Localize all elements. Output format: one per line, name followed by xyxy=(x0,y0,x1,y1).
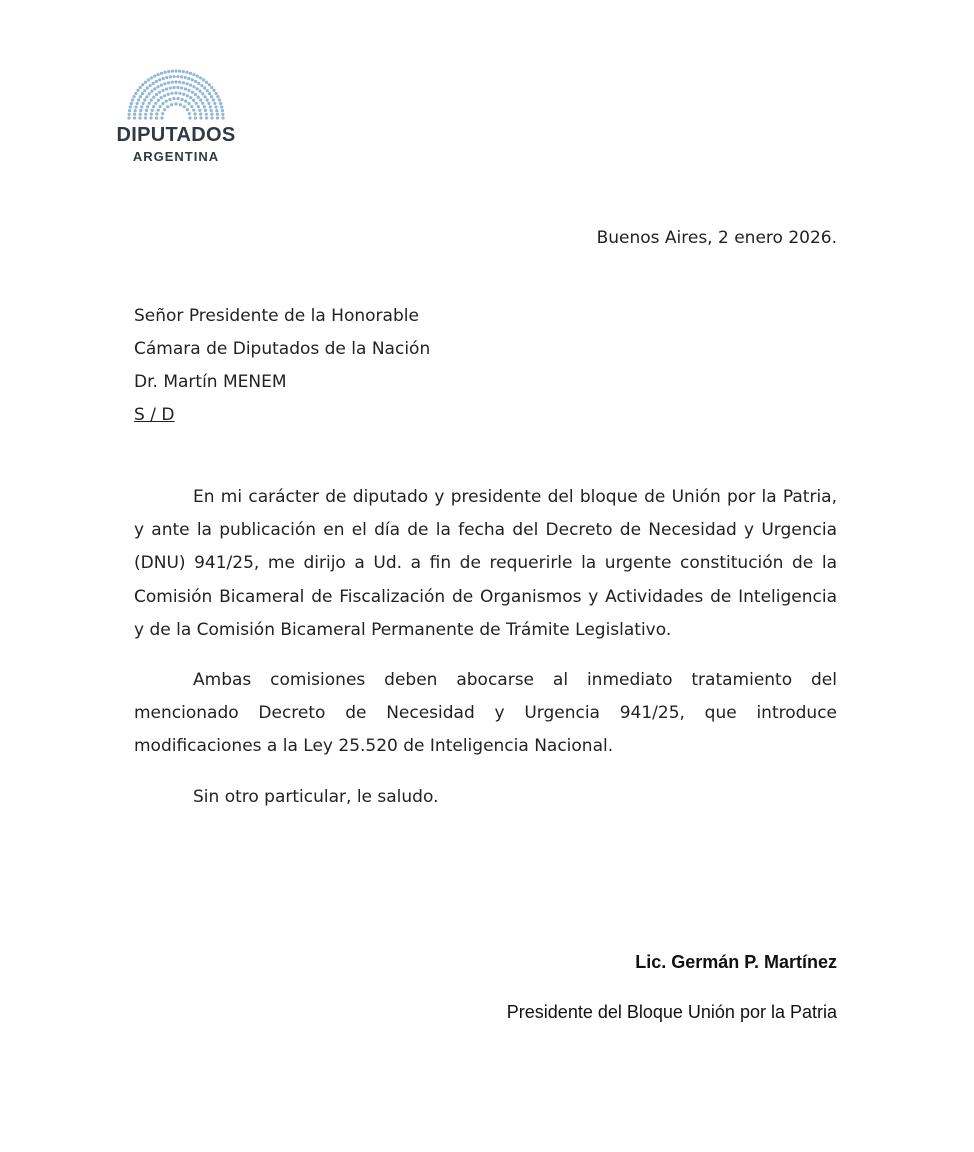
hemicycle-seat xyxy=(156,85,159,88)
hemicycle-seat xyxy=(174,102,177,105)
hemicycle-seat xyxy=(186,82,189,85)
hemicycle-seat xyxy=(206,98,209,101)
hemicycle-seat xyxy=(180,86,183,89)
hemicycle-seat xyxy=(130,102,133,105)
hemicycle-seat xyxy=(169,75,172,78)
hemicycle-seat xyxy=(210,113,213,116)
addressee-line-4: S / D xyxy=(134,405,175,425)
hemicycle-seat xyxy=(133,95,136,98)
hemicycle-seat xyxy=(201,92,204,95)
hemicycle-seat xyxy=(192,73,195,76)
signature-role: Presidente del Bloque Unión por la Patria xyxy=(506,1002,837,1022)
hemicycle-seat xyxy=(191,91,194,94)
hemicycle-seat xyxy=(194,93,197,96)
hemicycle-seat xyxy=(136,89,139,92)
hemicycle-seat xyxy=(160,116,163,119)
hemicycle-seat xyxy=(155,116,158,119)
hemicycle-seat xyxy=(144,81,147,84)
hemicycle-seat xyxy=(215,109,218,112)
hemicycle-icon xyxy=(126,68,226,120)
hemicycle-seat xyxy=(188,112,191,115)
letter-body xyxy=(134,481,837,831)
hemicycle-seat xyxy=(143,98,146,101)
hemicycle-seat xyxy=(157,108,160,111)
hemicycle-seat xyxy=(163,71,166,74)
signature-name: Lic. Germán P. Martínez xyxy=(635,952,837,972)
body-paragraph-2: Ambas comisiones deben abocarse al inmediato tratamiento del mencionado Decreto de Necesidad y Urgencia 941/25, que introduce modificaciones a la Ley 25.520 de Inteligencia Nacional. xyxy=(134,670,837,757)
hemicycle-seat xyxy=(145,109,148,112)
document-date: Buenos Aires, 2 enero 2026. xyxy=(596,228,837,248)
hemicycle-seat xyxy=(163,108,166,111)
hemicycle-seat xyxy=(172,86,175,89)
hemicycle-seat xyxy=(199,116,202,119)
hemicycle-seat xyxy=(176,97,179,100)
hemicycle-seat xyxy=(210,109,213,112)
hemicycle-seat xyxy=(145,95,148,98)
hemicycle-seat xyxy=(146,86,149,89)
hemicycle-seat xyxy=(212,98,215,101)
hemicycle-seat xyxy=(199,76,202,79)
hemicycle-seat xyxy=(192,99,195,102)
hemicycle-seat xyxy=(203,86,206,89)
hemicycle-seat xyxy=(128,113,131,116)
hemicycle-seat xyxy=(210,116,213,119)
hemicycle-seat xyxy=(202,78,205,81)
hemicycle-seat xyxy=(206,89,209,92)
hemicycle-seat xyxy=(148,102,151,105)
hemicycle-seat xyxy=(192,85,195,88)
hemicycle-seat xyxy=(170,103,173,106)
hemicycle-seat xyxy=(161,89,164,92)
hemicycle-seat xyxy=(189,72,192,75)
hemicycle-seat xyxy=(171,70,174,73)
addressee-line-1: Señor Presidente de la Honorable xyxy=(134,306,419,326)
hemicycle-seat xyxy=(133,113,136,116)
hemicycle-seat xyxy=(159,105,162,108)
hemicycle-seat xyxy=(205,113,208,116)
hemicycle-seat xyxy=(156,73,159,76)
hemicycle-seat xyxy=(199,98,202,101)
hemicycle-seat xyxy=(155,80,158,83)
body-paragraph-1: En mi carácter de diputado y presidente del bloque de Unión por la Patria, y ante la publicación en el día de la fecha del Decreto de Necesidad y Urgencia (DNU) 941/25, me dirijo a Ud. a fin de requerirle la urgente constitución de la Comisión Bicameral de Fiscalización de Organismos y Actividades de Inteligencia y de la Comisión Bicameral Permanente de Trámite Legislativo. xyxy=(134,487,837,640)
hemicycle-seat xyxy=(187,77,190,80)
hemicycle-seat xyxy=(174,91,177,94)
addressee-line-3: Dr. Martín MENEM xyxy=(134,372,287,392)
hemicycle-seat xyxy=(178,70,181,73)
hemicycle-seat xyxy=(213,102,216,105)
hemicycle-seat xyxy=(154,102,157,105)
hemicycle-seat xyxy=(192,108,195,111)
hemicycle-seat xyxy=(127,116,130,119)
hemicycle-seat xyxy=(163,94,166,97)
hemicycle-seat xyxy=(139,113,142,116)
hemicycle-seat xyxy=(178,81,181,84)
hemicycle-seat xyxy=(176,86,179,89)
hemicycle-seat xyxy=(207,102,210,105)
hemicycle-seat xyxy=(176,75,179,78)
diputados-logo xyxy=(112,68,242,168)
hemicycle-seat xyxy=(210,95,213,98)
hemicycle-seat xyxy=(144,113,147,116)
hemicycle-seat xyxy=(216,116,219,119)
hemicycle-seat xyxy=(141,92,144,95)
hemicycle-seat xyxy=(147,78,150,81)
hemicycle-seat xyxy=(221,113,224,116)
hemicycle-seat xyxy=(157,99,160,102)
hemicycle-seat xyxy=(160,84,163,87)
hemicycle-seat xyxy=(165,76,168,79)
hemicycle-seat xyxy=(195,102,198,105)
hemicycle-seat xyxy=(208,83,211,86)
logo-subtitle: ARGENTINA xyxy=(132,149,220,164)
hemicycle-seat xyxy=(169,86,172,89)
hemicycle-seat xyxy=(153,87,156,90)
hemicycle-seat xyxy=(180,75,183,78)
hemicycle-seat xyxy=(216,95,219,98)
hemicycle-seat xyxy=(186,94,189,97)
hemicycle-seat xyxy=(150,76,153,79)
hemicycle-seat xyxy=(161,112,164,115)
hemicycle-seat xyxy=(194,116,197,119)
hemicycle-seat xyxy=(153,75,156,78)
hemicycle-seat xyxy=(142,102,145,105)
hemicycle-seat xyxy=(148,92,151,95)
hemicycle-seat xyxy=(174,80,177,83)
hemicycle-seat xyxy=(134,92,137,95)
hemicycle-seat xyxy=(196,87,199,90)
hemicycle-seat xyxy=(214,92,217,95)
hemicycle-seat xyxy=(197,96,200,99)
hemicycle-seat xyxy=(136,102,139,105)
hemicycle-seat xyxy=(178,92,181,95)
hemicycle-seat xyxy=(134,105,137,108)
hemicycle-seat xyxy=(162,77,165,80)
hemicycle-seat xyxy=(166,105,169,108)
addressee-line-2: Cámara de Diputados de la Nación xyxy=(134,339,431,359)
hemicycle-seat xyxy=(182,70,185,73)
hemicycle-seat xyxy=(152,96,155,99)
hemicycle-seat xyxy=(141,83,144,86)
hemicycle-seat xyxy=(129,105,132,108)
hemicycle-seat xyxy=(186,108,189,111)
closing-paragraph: Sin otro particular, le saludo. xyxy=(193,786,439,807)
hemicycle-seat xyxy=(214,105,217,108)
hemicycle-seat xyxy=(193,112,196,115)
hemicycle-seat xyxy=(221,116,224,119)
hemicycle-seat xyxy=(203,105,206,108)
logo-title: DIPUTADOS xyxy=(116,124,236,146)
hemicycle-seat xyxy=(204,109,207,112)
hemicycle-seat xyxy=(171,81,174,84)
hemicycle-seat xyxy=(128,109,131,112)
hemicycle-seat xyxy=(133,116,136,119)
hemicycle-seat xyxy=(160,72,163,75)
hemicycle-seat xyxy=(139,109,142,112)
hemicycle-seat xyxy=(150,90,153,93)
addressee-block xyxy=(134,300,430,432)
hemicycle-seat xyxy=(184,100,187,103)
hemicycle-seat xyxy=(218,98,221,101)
hemicycle-seat xyxy=(152,82,155,85)
hemicycle-seat xyxy=(187,102,190,105)
hemicycle-seat xyxy=(146,105,149,108)
hemicycle-seat xyxy=(198,109,201,112)
hemicycle-seat xyxy=(209,105,212,108)
hemicycle-seat xyxy=(167,93,170,96)
hemicycle-seat xyxy=(160,96,163,99)
hemicycle-seat xyxy=(165,100,168,103)
hemicycle-seat xyxy=(165,87,168,90)
hemicycle-seat xyxy=(143,89,146,92)
hemicycle-seat xyxy=(197,105,200,108)
hemicycle-seat xyxy=(158,91,161,94)
hemicycle-seat xyxy=(138,116,141,119)
hemicycle-seat xyxy=(137,98,140,101)
hemicycle-seat xyxy=(221,109,224,112)
hemicycle-seat xyxy=(158,78,161,81)
hemicycle-seat xyxy=(149,116,152,119)
hemicycle-seat xyxy=(134,109,137,112)
hemicycle-seat xyxy=(150,98,153,101)
hemicycle-seat xyxy=(208,92,211,95)
hemicycle-seat xyxy=(183,105,186,108)
hemicycle-seat xyxy=(179,103,182,106)
hemicycle-seat xyxy=(139,86,142,89)
hemicycle-seat xyxy=(174,69,177,72)
hemicycle-seat xyxy=(161,102,164,105)
hemicycle-seat xyxy=(194,80,197,83)
hemicycle-seat xyxy=(205,81,208,84)
hemicycle-seat xyxy=(182,81,185,84)
hemicycle-seat xyxy=(220,105,223,108)
hemicycle-seat xyxy=(131,98,134,101)
hemicycle-seat xyxy=(198,90,201,93)
hemicycle-seat xyxy=(152,105,155,108)
hemicycle-seat xyxy=(139,95,142,98)
hemicycle-seat xyxy=(151,109,154,112)
hemicycle-seat xyxy=(197,82,200,85)
hemicycle-seat xyxy=(200,84,203,87)
hemicycle-seat xyxy=(216,113,219,116)
hemicycle-seat xyxy=(184,76,187,79)
hemicycle-seat xyxy=(140,105,143,108)
hemicycle-seat xyxy=(167,70,170,73)
hemicycle-seat xyxy=(155,93,158,96)
hemicycle-seat xyxy=(187,89,190,92)
hemicycle-seat xyxy=(189,84,192,87)
hemicycle-seat xyxy=(150,112,153,115)
hemicycle-seat xyxy=(149,84,152,87)
hemicycle-seat xyxy=(190,105,193,108)
hemicycle-seat xyxy=(185,71,188,74)
hemicycle-seat xyxy=(144,116,147,119)
hemicycle-seat xyxy=(205,116,208,119)
hemicycle-seat xyxy=(163,82,166,85)
hemicycle-seat xyxy=(188,116,191,119)
hemicycle-seat xyxy=(201,102,204,105)
hemicycle-seat xyxy=(168,98,171,101)
hemicycle-seat xyxy=(199,112,202,115)
hemicycle-seat xyxy=(172,97,175,100)
hemicycle-seat xyxy=(189,96,192,99)
hemicycle-seat xyxy=(191,78,194,81)
hemicycle-seat xyxy=(155,112,158,115)
hemicycle-seat xyxy=(180,98,183,101)
hemicycle-seat xyxy=(173,75,176,78)
hemicycle-seat xyxy=(184,87,187,90)
hemicycle-seat xyxy=(196,75,199,78)
hemicycle-seat xyxy=(212,89,215,92)
hemicycle-seat xyxy=(182,93,185,96)
hemicycle-seat xyxy=(204,95,207,98)
hemicycle-seat xyxy=(170,92,173,95)
hemicycle-seat xyxy=(167,81,170,84)
hemicycle-seat xyxy=(210,86,213,89)
hemicycle-seat xyxy=(219,102,222,105)
